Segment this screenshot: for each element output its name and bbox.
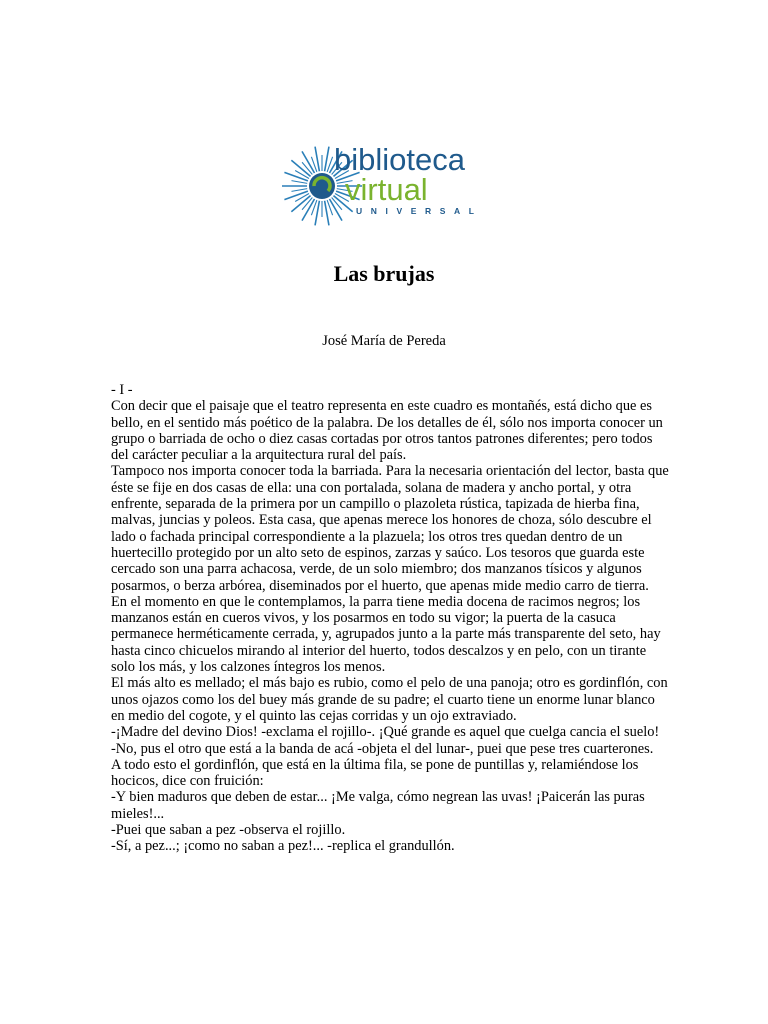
logo-ray [284,191,307,200]
paragraph: A todo esto el gordinflón, que está en la última fila, se pone de puntillas y, relamiéndose los hocicos, dice con fruición: [111,756,639,790]
section-heading: - I - [111,382,133,398]
document-author: José María de Pereda [322,333,446,349]
biblioteca-virtual-logo [272,134,508,226]
paragraph: Tampoco nos importa conocer toda la barriada. Para la necesaria orientación del lector, basta que éste se fije en dos casas de ella: una con portalada, solana de madera y ancho portal, y otra enfrente, separada de la primera por un campillo o plazoleta rústica, tapizada de hierba fina, malvas, juncias y poleos. Esta casa, que apenas merece los honores de choza, sólo descubre el lado o fachada principal correspondiente a la plazuela; los otros tres quedan dentro de un huertecillo protegido por un alto seto de espinos, zarzas y saúco. Los tesoros que guarda este cercado son una parra achacosa, verde, de un solo miembro; dos manzanos tísicos y algunos posarmos, o berza arbórea, diseminados por el huerto, que apenas mide medio carro de tierra. [111,463,669,594]
logo-text-virtual: virtual [345,172,428,207]
document-title: Las brujas [333,261,435,286]
logo-ray [291,189,307,192]
dialogue-line: -No, pus el otro que está a la banda de acá -objeta el del lunar-, puei que pese tres cuarterones. [111,740,654,757]
logo-ray [291,181,307,184]
paragraph: Con decir que el paisaje que el teatro representa en este cuadro es montañés, está dicho que es bello, en el sentido más poético de la palabra. De los detalles de él, sólo nos importa conocer un grupo o barriada de ocho o diez casas cortadas por otros tantos patrones diferentes; pero todos del carácter peculiar a la arquitectura rural del país. [111,398,663,464]
dialogue-line: -Sí, a pez...; ¡como no saban a pez!... -replica el grandullón. [111,838,455,855]
dialogue-line: -Puei que saban a pez -observa el rojillo. [111,822,346,839]
paragraph: En el momento en que le contemplamos, la parra tiene media docena de racimos negros; los manzanos están en cueros vivos, y los posarmos en todo su vigor; la puerta de la casuca permanece herméticamente cerrada, y, agrupados junto a la parte más transparente del seto, hay hasta cinco chicuelos mirando al interior del huerto, todos descalzos y en pelo, con un tirante solo los más, y los calzones íntegros los menos. [111,593,661,676]
logo-text-universal: UNIVERSAL [356,206,483,216]
dialogue-line: -Y bien maduros que deben de estar... ¡Me valga, cómo negrean las uvas! ¡Paicerán las puras mieles!... [111,789,645,822]
logo-text-biblioteca: biblioteca [334,142,465,177]
paragraph: El más alto es mellado; el más bajo es rubio, como el pelo de una panoja; otro es gordinflón, con unos ojazos como los del buey más grande de su padre; el cuarto tiene un enorme lunar blanco en medio del cogote, y el quinto las cejas corridas y un ojo extraviado. [111,675,668,724]
logo-graphic [272,134,508,226]
logo-ray [284,172,307,181]
document-body [111,382,671,855]
dialogue-line: -¡Madre del devino Dios! -exclama el rojillo-. ¡Qué grande es aquel que cuelga cancia el suelo! [111,724,660,741]
